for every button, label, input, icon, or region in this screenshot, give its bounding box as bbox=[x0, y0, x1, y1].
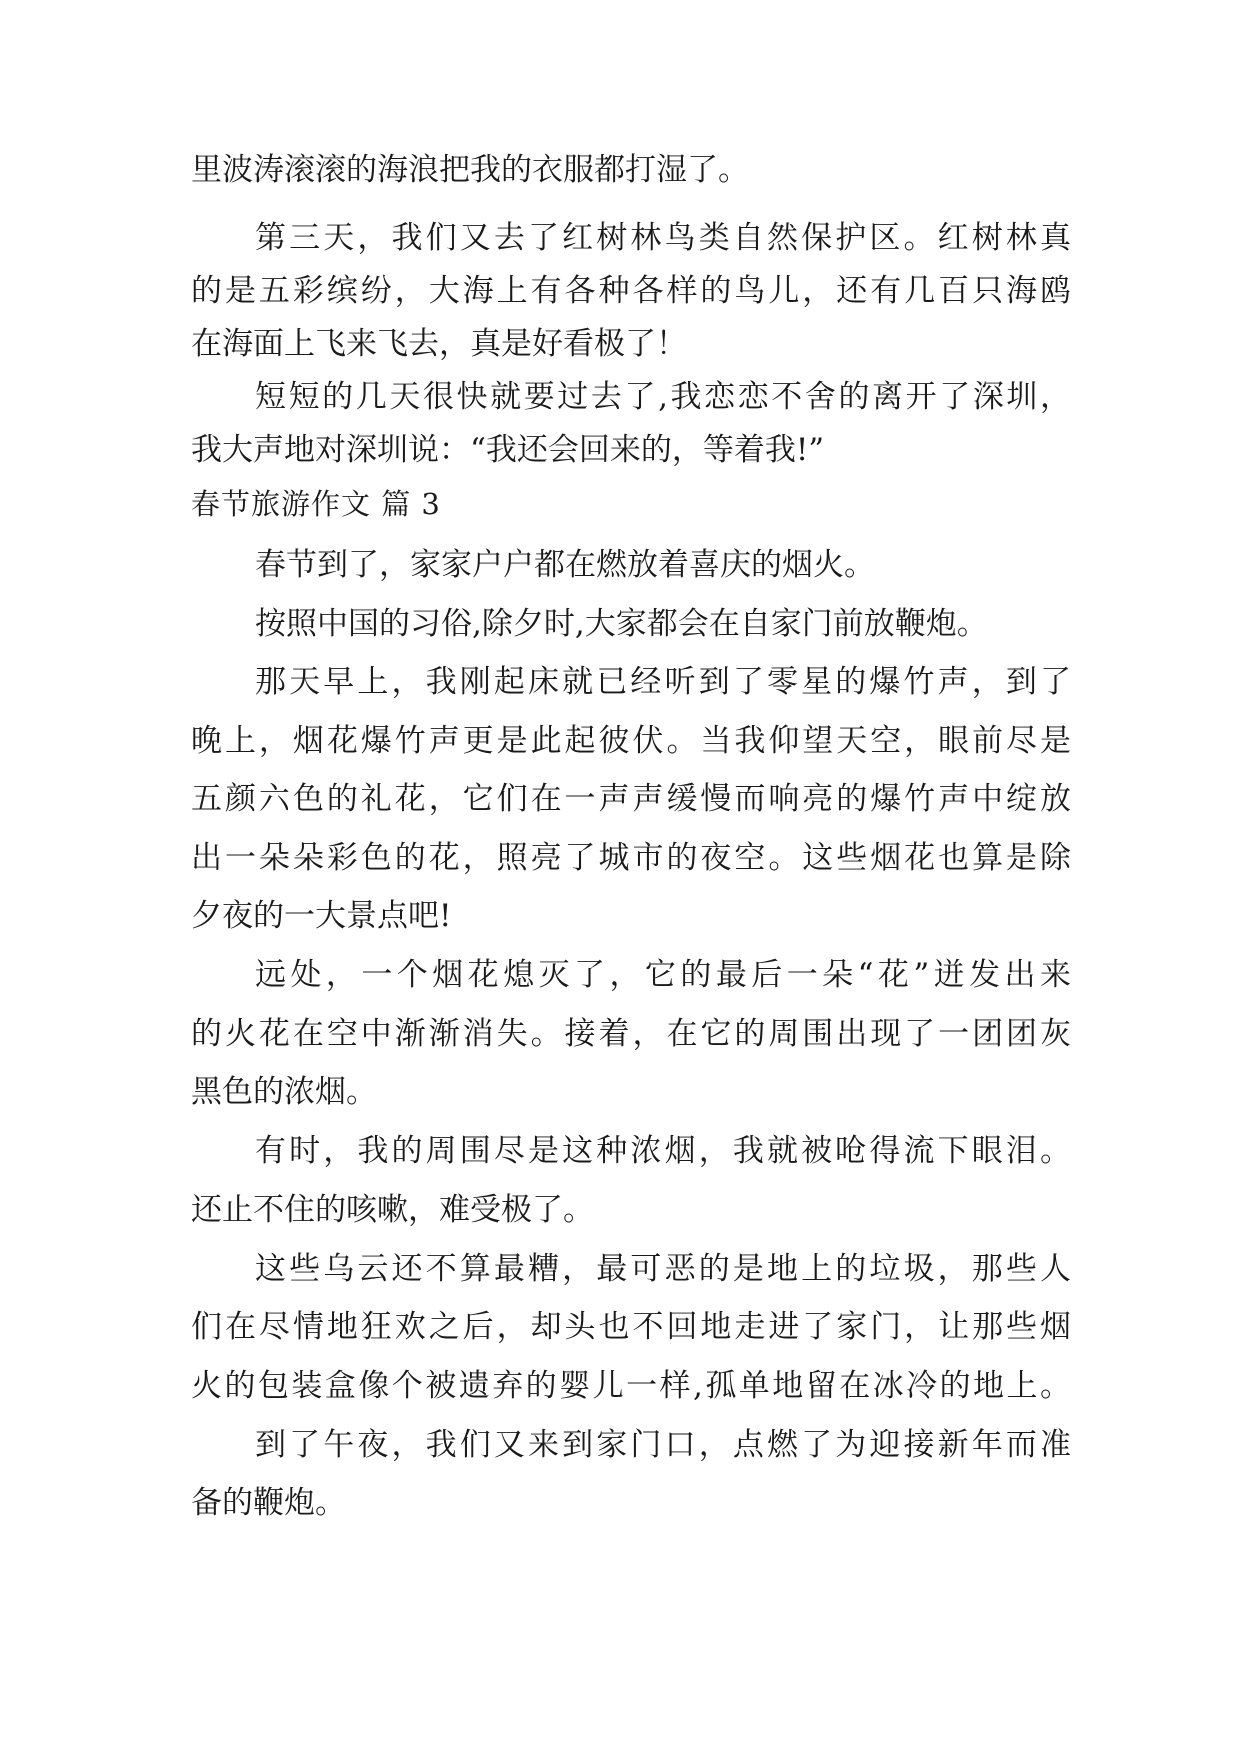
text-line: 在海面上飞来飞去，真是好看极了！ bbox=[191, 326, 687, 362]
text-line: 火的包装盒像个被遗弃的婴儿一样,孤单地留在冰冷的地上。 bbox=[191, 1368, 1071, 1404]
text-line: 短短的几天很快就要过去了,我恋恋不舍的离开了深圳， bbox=[255, 379, 1071, 415]
text-line: 备的鞭炮。 bbox=[191, 1485, 346, 1521]
text-line: 里波涛滚滚的海浪把我的衣服都打湿了。 bbox=[191, 152, 749, 188]
text-line: 五颜六色的礼花，它们在一声声缓慢而响亮的爆竹声中绽放 bbox=[191, 781, 1071, 817]
text-line: 还止不住的咳嗽，难受极了。 bbox=[191, 1192, 594, 1228]
text-line: 第三天，我们又去了红树林鸟类自然保护区。红树林真 bbox=[255, 220, 1071, 256]
text-line: 晚上，烟花爆竹声更是此起彼伏。当我仰望天空，眼前尽是 bbox=[191, 723, 1071, 759]
text-line: 我大声地对深圳说：“我还会回来的，等着我!” bbox=[191, 432, 825, 468]
text-line: 的火花在空中渐渐消失。接着，在它的周围出现了一团团灰 bbox=[191, 1016, 1071, 1052]
text-line: 到了午夜，我们又来到家门口，点燃了为迎接新年而准 bbox=[255, 1427, 1071, 1463]
text-line: 远处，一个烟花熄灭了，它的最后一朵“花”迸发出来 bbox=[255, 957, 1071, 993]
text-line: 有时，我的周围尽是这种浓烟，我就被呛得流下眼泪。 bbox=[255, 1133, 1071, 1169]
text-line: 春节到了，家家户户都在燃放着喜庆的烟火。 bbox=[255, 547, 875, 583]
text-line: 们在尽情地狂欢之后，却头也不回地走进了家门，让那些烟 bbox=[191, 1309, 1071, 1345]
text-line: 这些乌云还不算最糟，最可恶的是地上的垃圾，那些人 bbox=[255, 1251, 1071, 1287]
text-line: 黑色的浓烟。 bbox=[191, 1074, 377, 1110]
text-line: 出一朵朵彩色的花，照亮了城市的夜空。这些烟花也算是除 bbox=[191, 840, 1071, 876]
text-line: 那天早上，我刚起床就已经听到了零星的爆竹声，到了 bbox=[255, 664, 1071, 700]
text-line: 按照中国的习俗,除夕时,大家都会在自家门前放鞭炮。 bbox=[255, 606, 988, 642]
section-heading: 春节旅游作文 篇 3 bbox=[191, 487, 441, 521]
text-line: 的是五彩缤纷，大海上有各种各样的鸟儿，还有几百只海鸥 bbox=[191, 273, 1071, 309]
text-line: 夕夜的一大景点吧! bbox=[191, 898, 452, 934]
